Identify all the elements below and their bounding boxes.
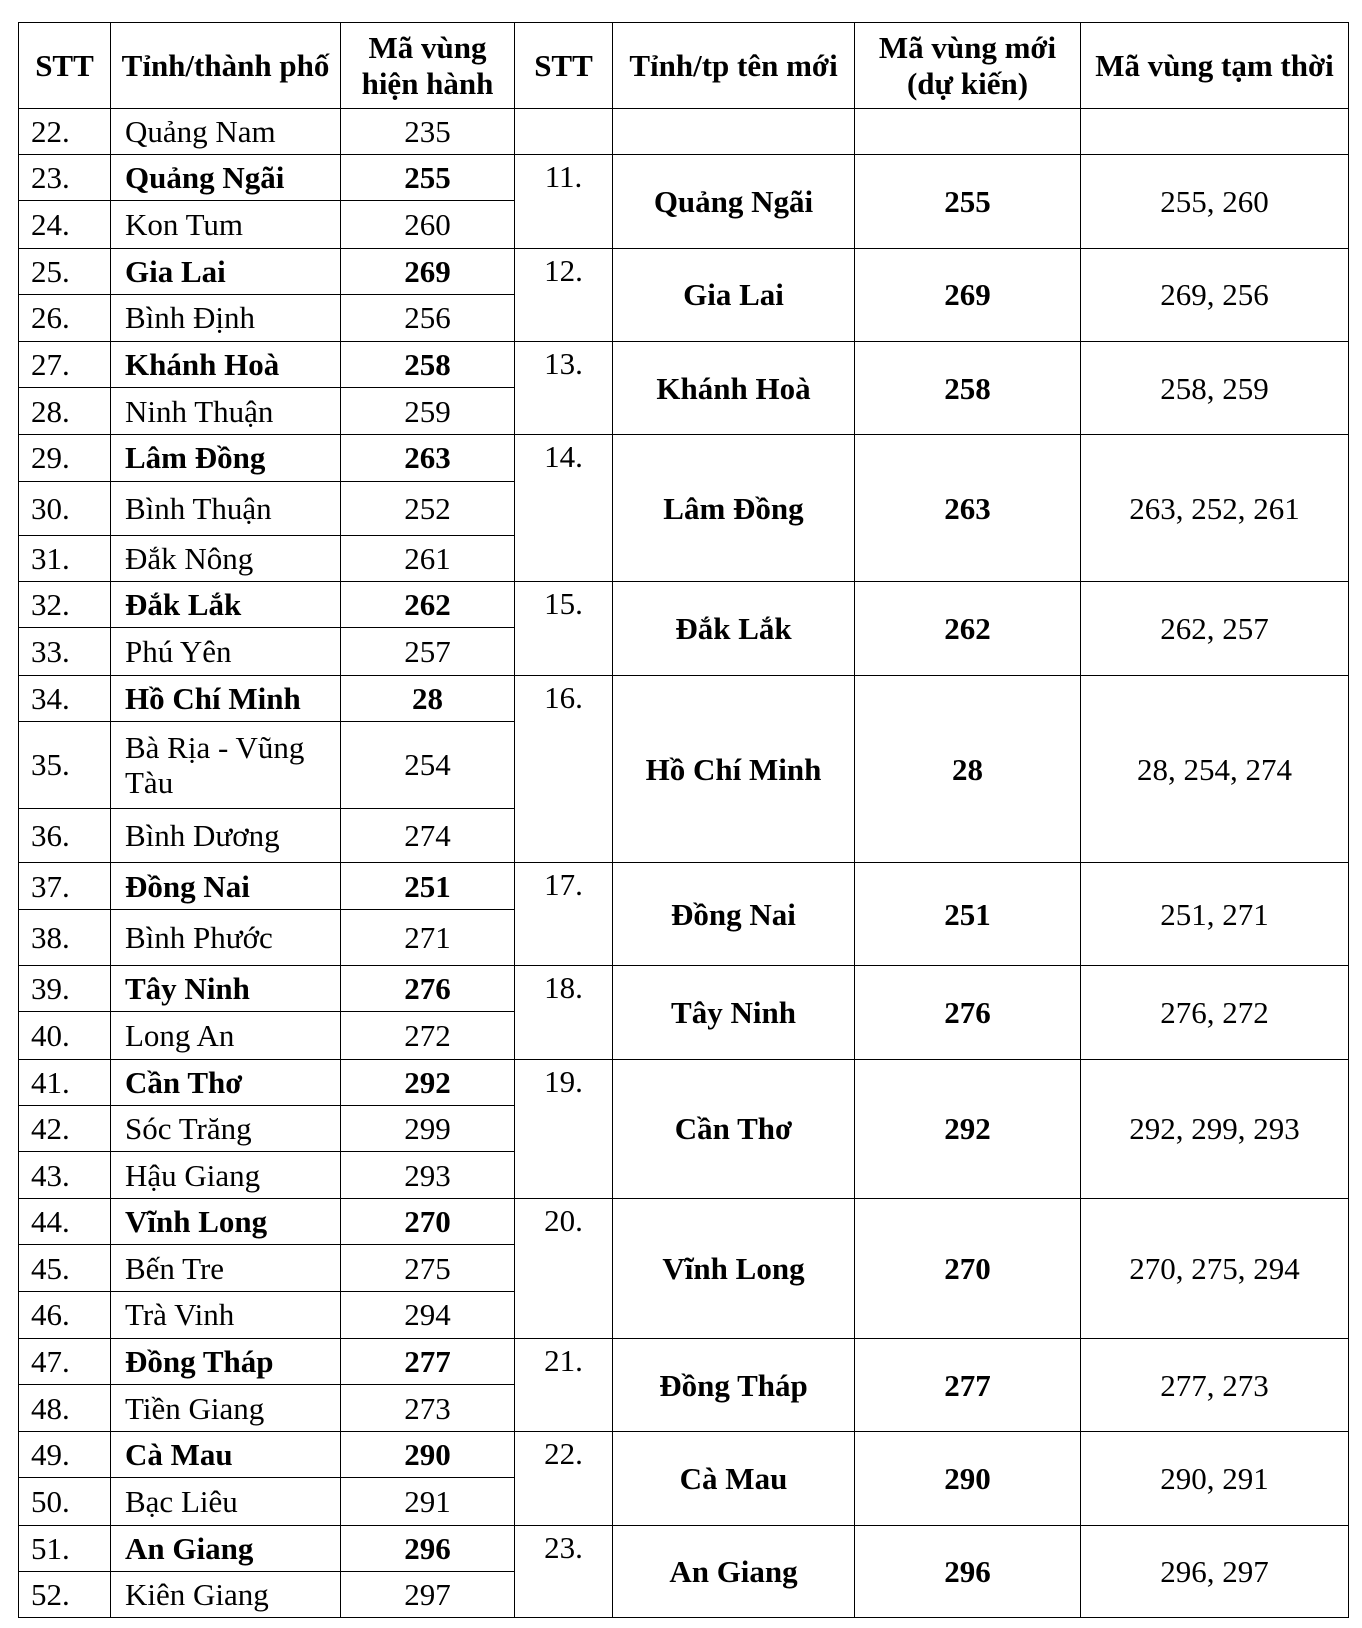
row-stt: 43. (19, 1152, 111, 1199)
table-row (19, 675, 1349, 721)
group-new-code: 290 (855, 1432, 1081, 1525)
row-province-name: Bình Định (111, 294, 341, 341)
group-stt: 20. (515, 1199, 613, 1339)
row-current-code: 259 (341, 388, 515, 435)
row-province-name: Kon Tum (111, 201, 341, 248)
row-stt: 24. (19, 201, 111, 248)
row-province-name: Cà Mau (111, 1432, 341, 1478)
row-province-name: Tây Ninh (111, 966, 341, 1012)
group-new-name: Cần Thơ (613, 1059, 855, 1199)
group-stt: 21. (515, 1338, 613, 1431)
row-current-code: 263 (341, 435, 515, 481)
group-new-code: 28 (855, 675, 1081, 863)
row-province-name: Bình Dương (111, 808, 341, 863)
row-province-name: Hồ Chí Minh (111, 675, 341, 721)
row-current-code: 261 (341, 536, 515, 582)
row-province-name: Đắk Lắk (111, 582, 341, 628)
row-stt: 41. (19, 1059, 111, 1105)
row-current-code: 293 (341, 1152, 515, 1199)
table-row (19, 1525, 1349, 1571)
group-new-name: Đồng Tháp (613, 1338, 855, 1431)
row-stt: 23. (19, 155, 111, 201)
group-new-name: Hồ Chí Minh (613, 675, 855, 863)
row-stt: 45. (19, 1245, 111, 1291)
group-stt: 11. (515, 155, 613, 248)
row-current-code: 254 (341, 721, 515, 808)
row-current-code: 275 (341, 1245, 515, 1291)
row-province-name: Đồng Tháp (111, 1338, 341, 1384)
table-row (19, 582, 1349, 628)
row-stt: 30. (19, 481, 111, 536)
row-province-name: Ninh Thuận (111, 388, 341, 435)
group-stt: 15. (515, 582, 613, 675)
table-row (19, 109, 1349, 155)
group-temp-code: 270, 275, 294 (1081, 1199, 1349, 1339)
row-current-code: 294 (341, 1291, 515, 1338)
row-stt: 51. (19, 1525, 111, 1571)
table-row (19, 1199, 1349, 1245)
row-province-name: Gia Lai (111, 248, 341, 294)
group-new-code: 251 (855, 863, 1081, 966)
row-current-code: 269 (341, 248, 515, 294)
row-current-code: 257 (341, 628, 515, 675)
group-stt: 12. (515, 248, 613, 341)
group-new-name: Đắk Lắk (613, 582, 855, 675)
group-temp-code: 276, 272 (1081, 966, 1349, 1059)
row-stt: 38. (19, 909, 111, 966)
group-temp-code: 277, 273 (1081, 1338, 1349, 1431)
row-stt: 47. (19, 1338, 111, 1384)
row-stt: 28. (19, 388, 111, 435)
row-stt: 46. (19, 1291, 111, 1338)
row-current-code: 276 (341, 966, 515, 1012)
header-row (19, 23, 1349, 109)
group-stt: 19. (515, 1059, 613, 1199)
table-row (19, 1059, 1349, 1105)
row-province-name: Bình Phước (111, 909, 341, 966)
header-stt: STT (19, 23, 111, 109)
row-current-code: 235 (341, 109, 515, 155)
table-row (19, 863, 1349, 909)
group-stt: 22. (515, 1432, 613, 1525)
group-new-code: 262 (855, 582, 1081, 675)
group-new-code: 276 (855, 966, 1081, 1059)
group-stt (515, 109, 613, 155)
row-province-name: Bến Tre (111, 1245, 341, 1291)
group-new-name: Gia Lai (613, 248, 855, 341)
row-province-name: Đồng Nai (111, 863, 341, 909)
group-temp-code (1081, 109, 1349, 155)
group-new-name: Khánh Hoà (613, 341, 855, 434)
row-stt: 33. (19, 628, 111, 675)
table-row (19, 1432, 1349, 1478)
group-stt: 16. (515, 675, 613, 863)
group-new-code: 270 (855, 1199, 1081, 1339)
row-province-name: Trà Vinh (111, 1291, 341, 1338)
group-new-name: Tây Ninh (613, 966, 855, 1059)
row-stt: 22. (19, 109, 111, 155)
row-province-name: Cần Thơ (111, 1059, 341, 1105)
row-current-code: 260 (341, 201, 515, 248)
row-stt: 36. (19, 808, 111, 863)
table-body (19, 109, 1349, 1618)
row-current-code: 273 (341, 1384, 515, 1431)
table-row (19, 248, 1349, 294)
row-province-name: Phú Yên (111, 628, 341, 675)
row-current-code: 272 (341, 1012, 515, 1059)
area-code-table (18, 22, 1349, 1618)
row-current-code: 292 (341, 1059, 515, 1105)
row-stt: 49. (19, 1432, 111, 1478)
row-stt: 35. (19, 721, 111, 808)
table-row (19, 435, 1349, 481)
group-new-name (613, 109, 855, 155)
row-province-name: Sóc Trăng (111, 1105, 341, 1151)
group-temp-code: 258, 259 (1081, 341, 1349, 434)
group-new-code: 263 (855, 435, 1081, 582)
group-stt: 14. (515, 435, 613, 582)
row-stt: 27. (19, 341, 111, 387)
table-row (19, 1338, 1349, 1384)
row-current-code: 258 (341, 341, 515, 387)
row-stt: 32. (19, 582, 111, 628)
table-row (19, 155, 1349, 201)
row-current-code: 277 (341, 1338, 515, 1384)
group-temp-code: 292, 299, 293 (1081, 1059, 1349, 1199)
row-current-code: 28 (341, 675, 515, 721)
row-province-name: Khánh Hoà (111, 341, 341, 387)
row-stt: 48. (19, 1384, 111, 1431)
row-stt: 29. (19, 435, 111, 481)
row-stt: 50. (19, 1478, 111, 1525)
row-province-name: Quảng Nam (111, 109, 341, 155)
group-temp-code: 269, 256 (1081, 248, 1349, 341)
row-current-code: 262 (341, 582, 515, 628)
row-current-code: 251 (341, 863, 515, 909)
row-stt: 44. (19, 1199, 111, 1245)
table-row (19, 341, 1349, 387)
group-new-name: An Giang (613, 1525, 855, 1617)
group-new-code: 258 (855, 341, 1081, 434)
row-province-name: Bạc Liêu (111, 1478, 341, 1525)
row-province-name: Tiền Giang (111, 1384, 341, 1431)
row-stt: 26. (19, 294, 111, 341)
group-new-code: 277 (855, 1338, 1081, 1431)
row-current-code: 291 (341, 1478, 515, 1525)
row-stt: 42. (19, 1105, 111, 1151)
row-current-code: 252 (341, 481, 515, 536)
group-temp-code: 296, 297 (1081, 1525, 1349, 1617)
group-stt: 23. (515, 1525, 613, 1617)
row-current-code: 299 (341, 1105, 515, 1151)
group-stt: 17. (515, 863, 613, 966)
group-new-code (855, 109, 1081, 155)
group-temp-code: 263, 252, 261 (1081, 435, 1349, 582)
header-new-code: Mã vùng mới (dự kiến) (855, 23, 1081, 109)
group-temp-code: 290, 291 (1081, 1432, 1349, 1525)
group-new-code: 255 (855, 155, 1081, 248)
row-province-name: Vĩnh Long (111, 1199, 341, 1245)
row-stt: 31. (19, 536, 111, 582)
row-stt: 39. (19, 966, 111, 1012)
group-temp-code: 28, 254, 274 (1081, 675, 1349, 863)
row-province-name: Long An (111, 1012, 341, 1059)
row-current-code: 271 (341, 909, 515, 966)
group-new-name: Quảng Ngãi (613, 155, 855, 248)
row-province-name: Đắk Nông (111, 536, 341, 582)
header-current-code: Mã vùng hiện hành (341, 23, 515, 109)
group-new-name: Vĩnh Long (613, 1199, 855, 1339)
row-stt: 37. (19, 863, 111, 909)
row-stt: 25. (19, 248, 111, 294)
table-row (19, 966, 1349, 1012)
row-province-name: Hậu Giang (111, 1152, 341, 1199)
header-new-name: Tỉnh/tp tên mới (613, 23, 855, 109)
group-new-code: 296 (855, 1525, 1081, 1617)
group-new-name: Đồng Nai (613, 863, 855, 966)
row-current-code: 297 (341, 1571, 515, 1617)
row-current-code: 270 (341, 1199, 515, 1245)
group-new-code: 269 (855, 248, 1081, 341)
row-current-code: 255 (341, 155, 515, 201)
group-stt: 18. (515, 966, 613, 1059)
row-province-name: Kiên Giang (111, 1571, 341, 1617)
group-temp-code: 262, 257 (1081, 582, 1349, 675)
header-stt-new: STT (515, 23, 613, 109)
group-new-code: 292 (855, 1059, 1081, 1199)
group-temp-code: 255, 260 (1081, 155, 1349, 248)
row-province-name: Lâm Đồng (111, 435, 341, 481)
row-stt: 40. (19, 1012, 111, 1059)
row-current-code: 256 (341, 294, 515, 341)
row-province-name: Quảng Ngãi (111, 155, 341, 201)
row-current-code: 296 (341, 1525, 515, 1571)
row-province-name: An Giang (111, 1525, 341, 1571)
group-stt: 13. (515, 341, 613, 434)
header-temp-code: Mã vùng tạm thời (1081, 23, 1349, 109)
group-temp-code: 251, 271 (1081, 863, 1349, 966)
row-current-code: 290 (341, 1432, 515, 1478)
group-new-name: Cà Mau (613, 1432, 855, 1525)
row-stt: 52. (19, 1571, 111, 1617)
row-province-name: Bà Rịa - Vũng Tàu (111, 721, 341, 808)
row-stt: 34. (19, 675, 111, 721)
header-province: Tỉnh/thành phố (111, 23, 341, 109)
row-current-code: 274 (341, 808, 515, 863)
row-province-name: Bình Thuận (111, 481, 341, 536)
group-new-name: Lâm Đồng (613, 435, 855, 582)
